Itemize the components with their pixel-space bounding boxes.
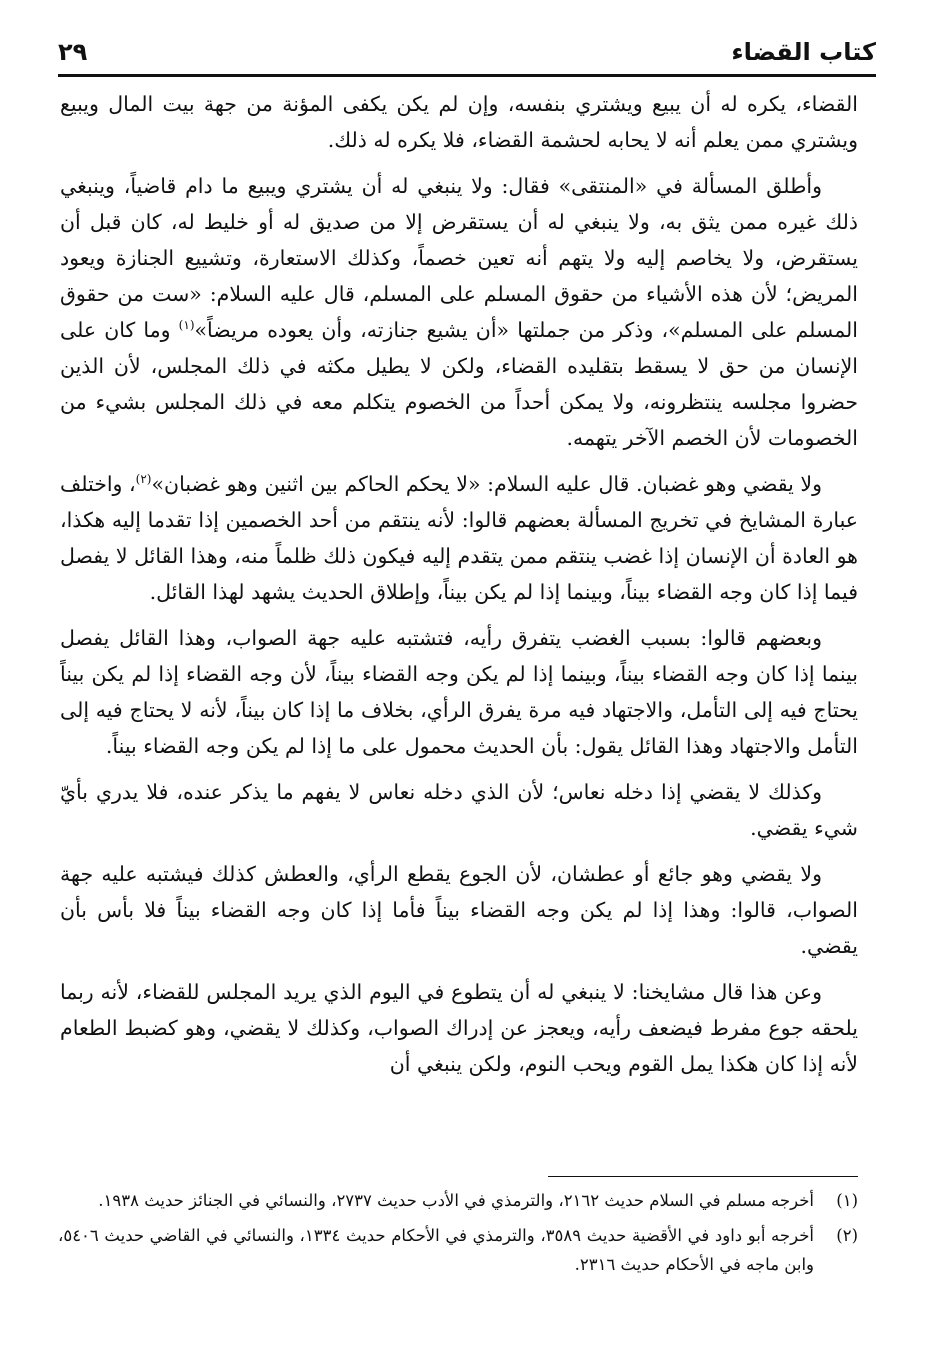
main-text [60,86,858,1092]
footnote [58,1186,858,1215]
footnotes [58,1186,858,1285]
paragraph [60,168,858,456]
footnote-rule [548,1176,858,1177]
page-number: ٢٩ [58,38,88,66]
footnote-marker[interactable]: (٢) [135,472,152,487]
footnote [58,1221,858,1279]
paragraph: القضاء، يكره له أن يبيع ويشتري بنفسه، وإن لم يكن يكفى المؤنة من جهة بيت المال ويبيع ويشتري ممن يعلم أنه لا يحابه لحشمة القضاء، فلا يكره له ذلك. [60,92,858,152]
paragraph: وعن هذا قال مشايخنا: لا ينبغي له أن يتطوع في اليوم الذي يريد المجلس للقضاء، لأنه ربما يلحقه جوع مفرط فيضعف رأيه، ويعجز عن إدراك الصواب، وكذلك لا يقضي، وهو كضبط الطعام لأنه إذا كان هكذا يمل القوم ويحب النوم، ولكن ينبغي أن [60,980,858,1076]
footnote-number: (١) [836,1191,858,1210]
paragraph: ولا يقضي وهو جائع أو عطشان، لأن الجوع يقطع الرأي، والعطش كذلك فيشتبه عليه جهة الصواب، قالوا: وهذا إذا لم يكن وجه القضاء بيناً فأما إذا كان وجه القضاء بيناً فلا بأس بأن يقضي. [60,862,858,958]
footnote-marker[interactable]: (١) [178,318,195,333]
running-head [58,34,876,70]
paragraph-text: ولا يقضي وهو غضبان. قال عليه السلام: «لا يحكم الحاكم بين اثنين وهو غضبان» [151,472,823,496]
paragraph-text: ، واختلف عبارة المشايخ في تخريج المسألة بعضهم قالوا: لأنه ينتقم من أحد الخصمين إذا تقدما إليه هكذا، هو العادة أن الإنسان إذا غضب ينتقم ممن يتقدم إليه فيكون ذلك ظلماً منه، وهذا القائل لا يفصل فيما إذا كان وجه القضاء بيناً، وبينما إذا لم يكن بيناً، وإطلاق الحديث يشهد لهذا القائل. [60,472,858,604]
paragraph [60,466,858,610]
footnote-number: (٢) [836,1226,858,1245]
paragraph-text: وأطلق المسألة في «المنتقى» فقال: ولا ينبغي له أن يشتري ويبيع ما دام قاضياً، وينبغي ذلك غيره ممن يثق به، ولا ينبغي له أن يستقرض إلا من صديق له أو خليط له، كان قبل أن يستقرض، ولا يخاصم إليه ولا يتهم أنه تعين خصماً، وكذلك الاستعارة، وتشييع الجنازة ويعود المريض؛ لأن هذه الأشياء من حقوق المسلم على المسلم، قال عليه السلام: «ست من حقوق المسلم على المسلم»، وذكر من جملتها «أن يشيع جنازته، وأن يعوده مريضاً» [60,174,859,342]
book-title: كتاب القضاء [731,38,876,66]
paragraph: وكذلك لا يقضي إذا دخله نعاس؛ لأن الذي دخله نعاس لا يفهم ما يذكر عنده، فلا يدري بأيّ شيء يقضي. [60,780,858,840]
header-rule [58,74,876,77]
paragraph-text: وما كان على الإنسان من حق لا يسقط بتقليده القضاء، ولكن لا يطيل مكثه في ذلك المجلس، لأن الذين حضروا مجلسه ينتظرونه، ولا يمكن أحداً من الخصوم يتكلم معه في ذلك المجلس بشيء من الخصومات لأن الخصم الآخر يتهمه. [60,318,858,450]
paragraph: وبعضهم قالوا: بسبب الغضب يتفرق رأيه، فتشتبه عليه جهة الصواب، وهذا القائل يفصل بينما إذا كان وجه القضاء بيناً، وبينما إذا لم يكن وجه القضاء بيناً، لأن وجه القضاء إذا لم يكن بيناً يحتاج فيه إلى التأمل، والاجتهاد فيه مرة يفرق الرأي، بخلاف ما إذا كان بيناً، لأنه لا يحتاج فيه إلى التأمل والاجتهاد وهذا القائل يقول: بأن الحديث محمول على ما إذا لم يكن وجه القضاء بيناً. [60,626,858,758]
footnote-text: أخرجه مسلم في السلام حديث ٢١٦٢، والترمذي في الأدب حديث ٢٧٣٧، والنسائي في الجنائز حديث ١٩٣٨. [98,1191,814,1210]
footnote-text: أخرجه أبو داود في الأقضية حديث ٣٥٨٩، والترمذي في الأحكام حديث ١٣٣٤، والنسائي في القاضي حديث ٥٤٠٦، وابن ماجه في الأحكام حديث ٢٣١٦. [58,1226,814,1274]
